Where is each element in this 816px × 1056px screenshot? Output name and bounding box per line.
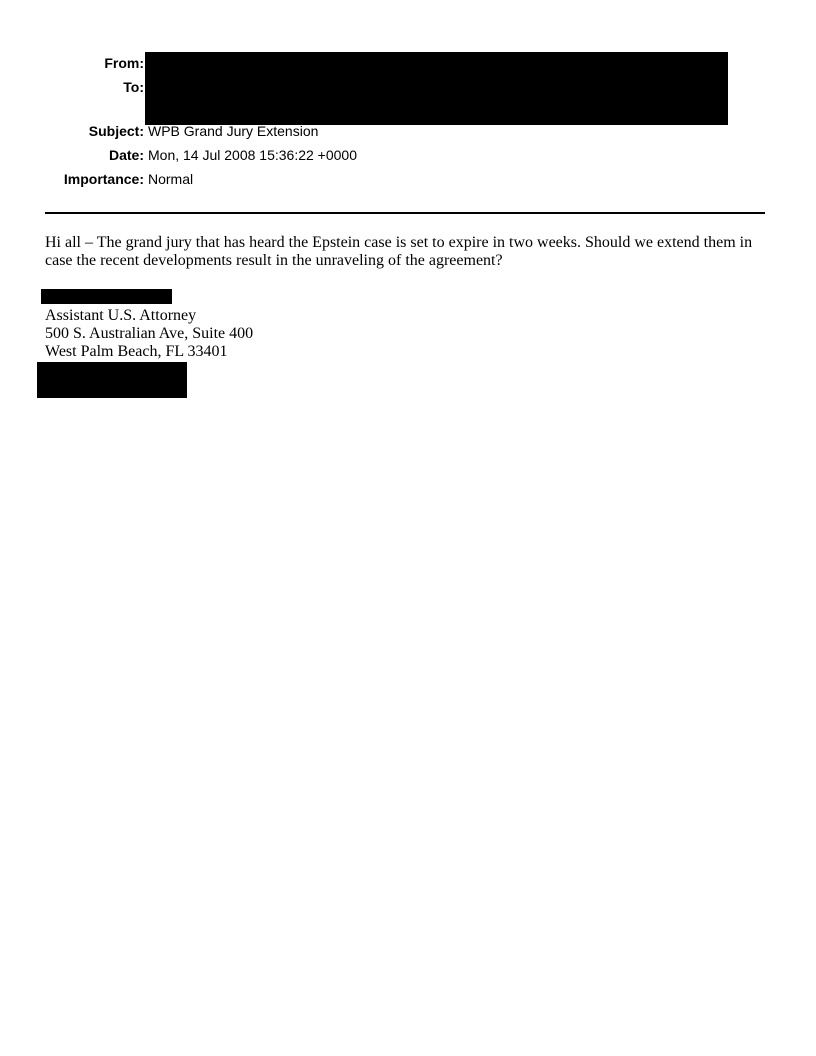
- signature-address-line2: West Palm Beach, FL 33401: [45, 343, 228, 360]
- signature-title: Assistant U.S. Attorney: [45, 307, 197, 324]
- subject-label: Subject:: [88, 123, 144, 139]
- to-label: To:: [123, 79, 144, 95]
- redaction-from-to: [145, 52, 728, 125]
- redaction-signature-name: [41, 289, 172, 304]
- email-body: Hi all – The grand jury that has heard the Epstein case is set to expire in two weeks. Should we extend them in case the recent developments result in the unraveling of the agreement?: [45, 234, 753, 269]
- subject-value: WPB Grand Jury Extension: [148, 123, 319, 139]
- header-divider: [45, 212, 765, 214]
- date-label: Date:: [108, 147, 144, 163]
- redaction-signature-contact: [37, 362, 187, 398]
- signature-address-line1: 500 S. Australian Ave, Suite 400: [45, 325, 254, 342]
- importance-label: Importance:: [63, 171, 144, 187]
- importance-value: Normal: [148, 171, 194, 187]
- from-label: From:: [104, 55, 144, 71]
- date-value: Mon, 14 Jul 2008 15:36:22 +0000: [148, 147, 358, 163]
